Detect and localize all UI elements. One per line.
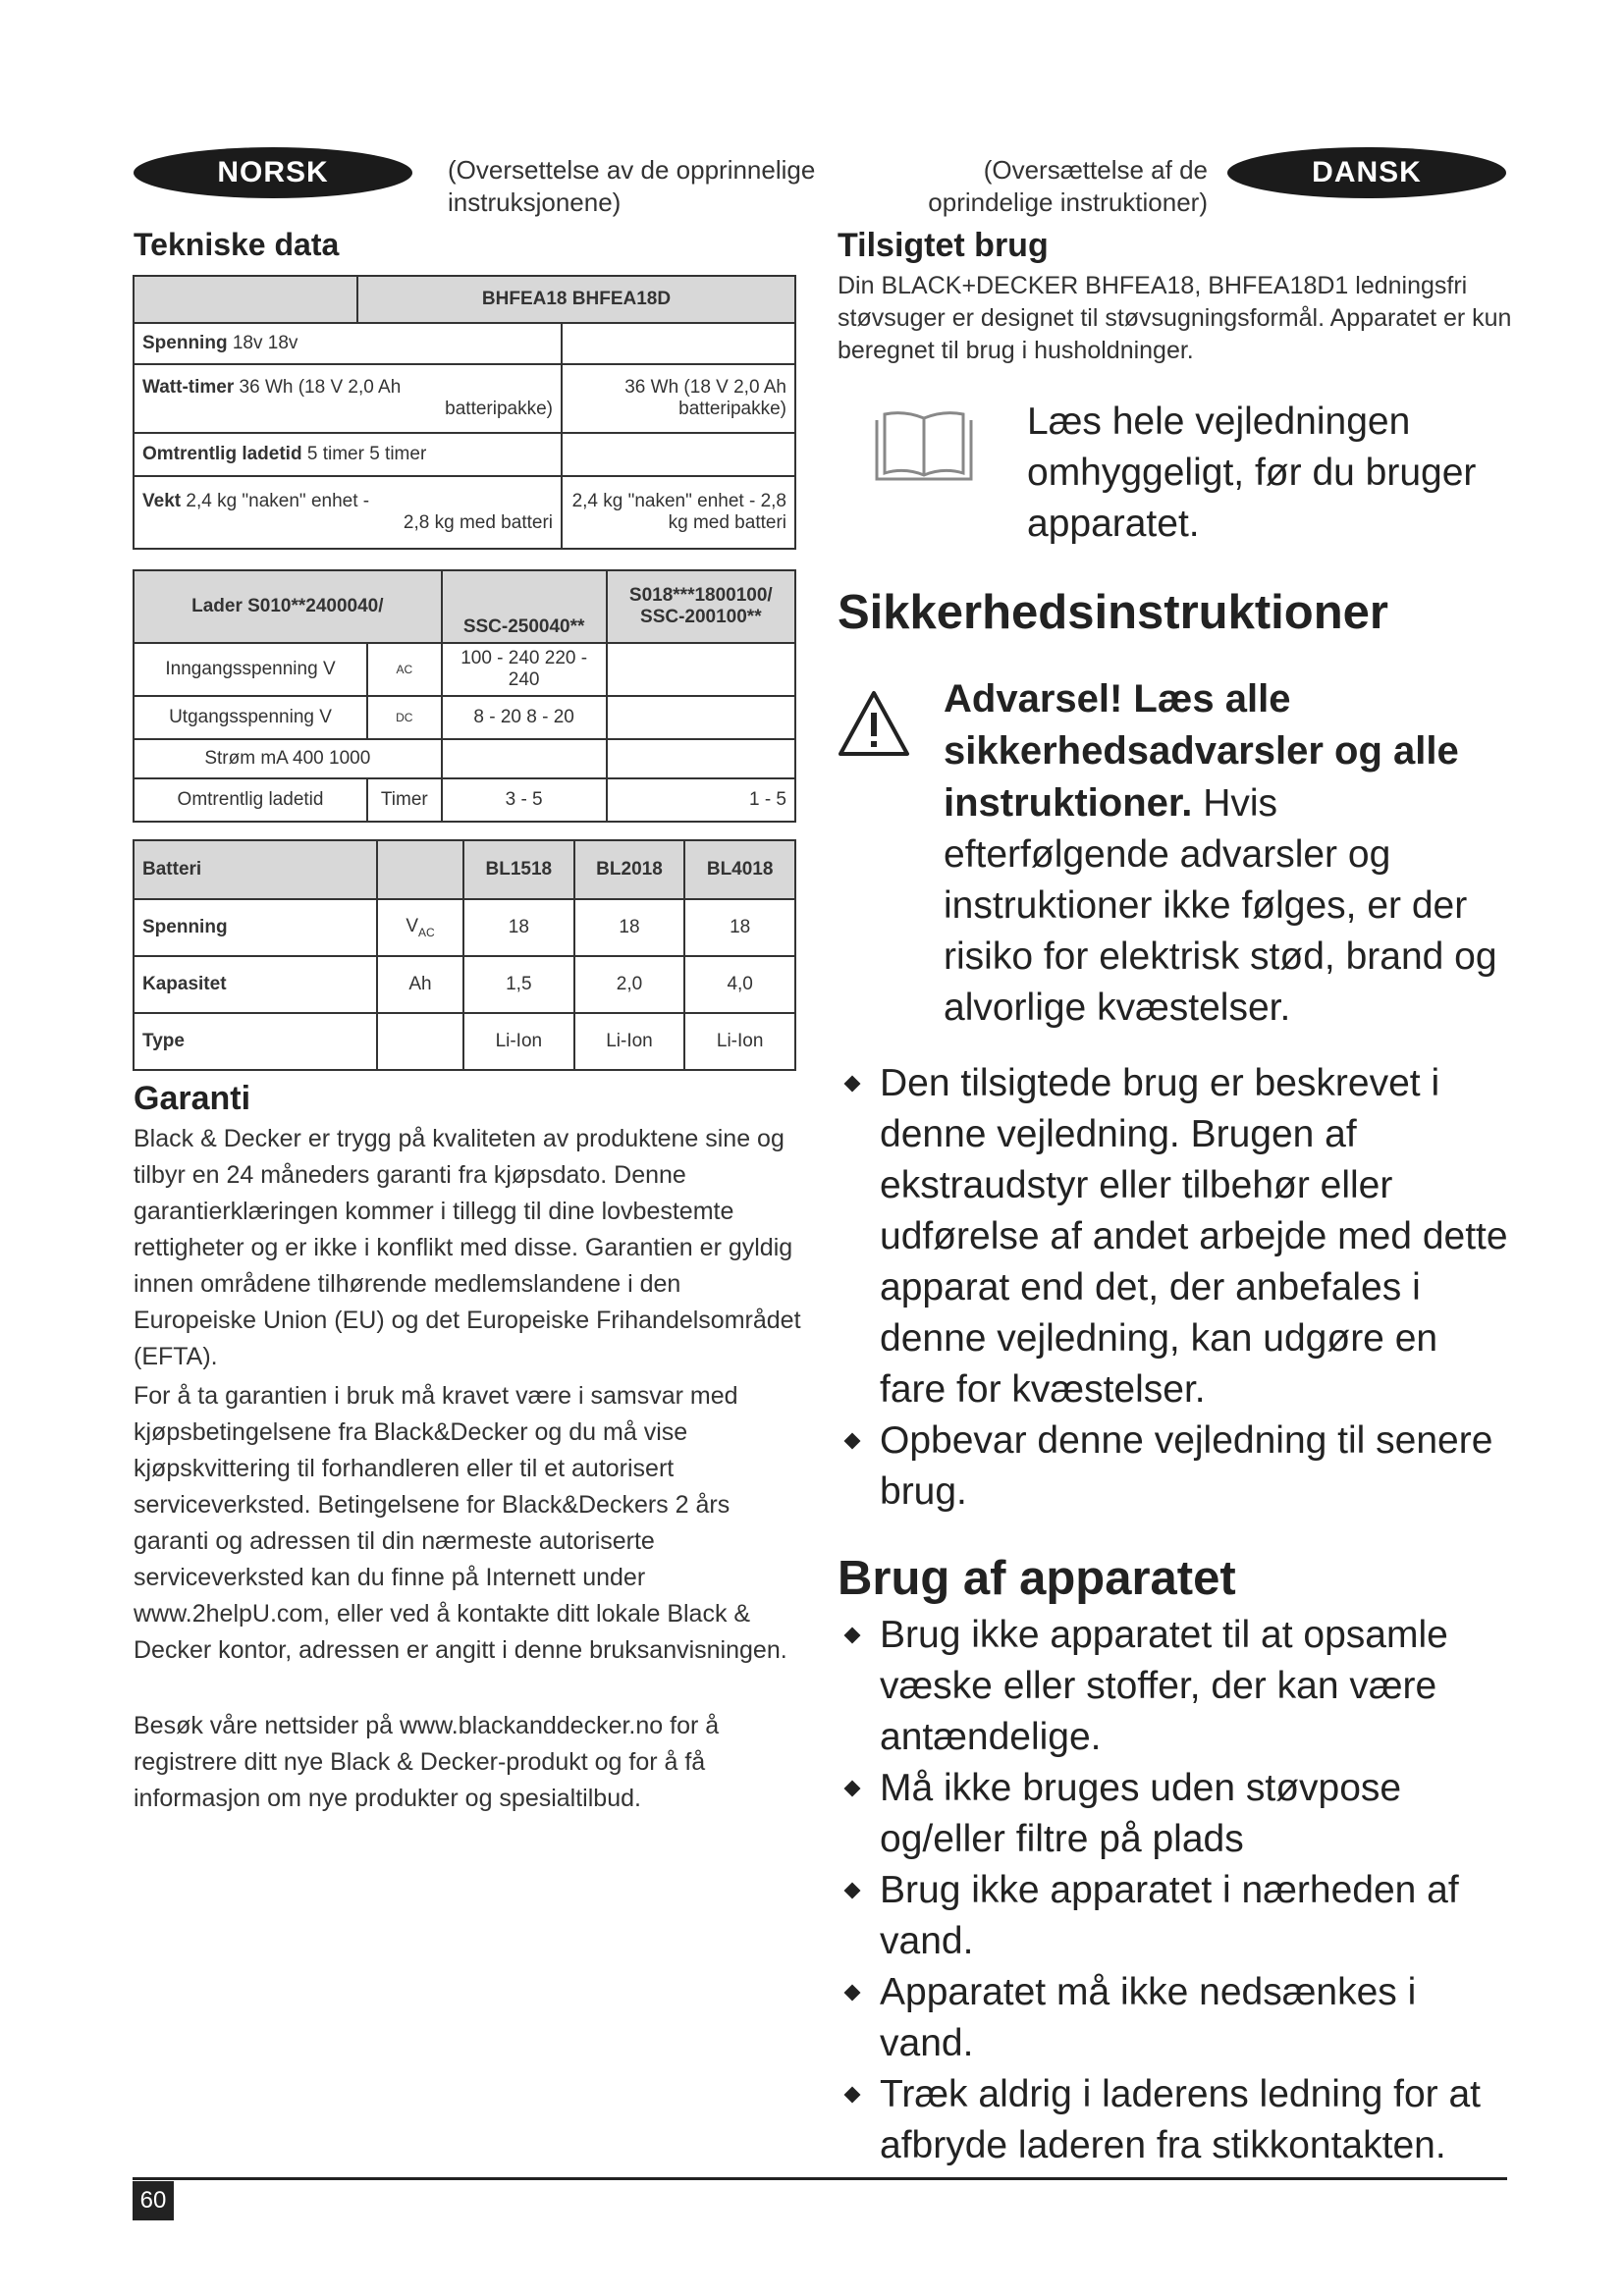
row-value: 8 - 20 8 - 20	[442, 696, 607, 739]
page-number: 60	[133, 2181, 174, 2220]
row-value: Li-Ion	[463, 1013, 574, 1070]
row-label: Inngangsspenning V	[134, 643, 367, 696]
garanti-paragraph-1: Black & Decker er trygg på kvaliteten av produktene sine og tilbyr en 24 måneders garanti fra kjøpsdato. Denne garantierklæringen kommer i tillegg til dine lovbestemte rettigheter og er ikke i konflikt med disse. Garantien er gyldig innen områdene tilhørende medlemslandene i den Europeiske Union (EU) og det Europeiske Frihandelsområdet (EFTA).	[134, 1125, 801, 1370]
table3-header-5: BL4018	[684, 840, 795, 899]
table-row	[134, 899, 795, 956]
row-value-2	[607, 696, 795, 739]
bullet-icon	[844, 1985, 861, 2002]
row-value: 3 - 5	[442, 778, 607, 822]
row-label: Omtrentlig ladetid	[134, 778, 367, 822]
spec-table-product	[133, 275, 796, 550]
table-row	[134, 364, 795, 433]
warning-text	[944, 673, 1513, 1034]
row-unit: AC	[367, 643, 442, 696]
safety-heading: Sikkerhedsinstruktioner	[838, 586, 1388, 639]
row-col3: 2,4 kg "naken" enhet - 2,8 kg med batteri	[562, 476, 795, 549]
garanti-paragraph-3: Besøk våre nettsider på www.blackanddecker.no for å registrere ditt nye Black & Decker-produkt og for å få informasjon om nye produkter og spesialtilbud.	[134, 1712, 720, 1812]
row-label: Strøm mA 400 1000	[134, 739, 442, 778]
list-item: Må ikke bruges uden støvpose og/eller filtre på plads	[837, 1763, 1514, 1865]
row-value: Li-Ion	[684, 1013, 795, 1070]
row-label: Vekt	[142, 491, 182, 511]
table1-header: BHFEA18 BHFEA18D	[357, 276, 795, 323]
read-manual-note: Læs hele vejledningen omhyggeligt, før du bruger apparatet.	[1027, 400, 1477, 545]
row-label: Spenning	[142, 333, 228, 353]
table3-header-3: BL1518	[463, 840, 574, 899]
row-value: 2,4 kg "naken" enhet -	[186, 491, 370, 511]
language-badge-norsk: NORSK	[134, 147, 412, 198]
bullet-icon	[844, 1628, 861, 1644]
row-label: Utgangsspenning V	[134, 696, 367, 739]
translation-note-norsk: (Oversettelse av de opprinnelige instruksjonene)	[448, 155, 816, 217]
language-badge-dansk: DANSK	[1227, 147, 1506, 198]
table-row	[134, 323, 795, 364]
row-value: 18	[684, 899, 795, 956]
list-item: Brug ikke apparatet i nærheden af vand.	[837, 1865, 1514, 1967]
row-label: Kapasitet	[142, 974, 227, 994]
row-value: 1,5	[463, 956, 574, 1013]
row-col3	[562, 323, 795, 364]
bullet-icon	[844, 1781, 861, 1797]
row-label: Watt-timer	[142, 377, 235, 398]
table-row	[134, 696, 795, 739]
list-item: Apparatet må ikke nedsænkes i vand.	[837, 1967, 1514, 2069]
table3-header-1: Batteri	[134, 840, 377, 899]
row-label: Spenning	[142, 917, 228, 937]
intended-use-heading: Tilsigtet brug	[838, 227, 1049, 264]
table2-header-2: SSC-250040**	[442, 570, 607, 643]
list-item: Træk aldrig i laderens ledning for at afbryde laderen fra stikkontakten.	[837, 2069, 1514, 2171]
row-unit: DC	[367, 696, 442, 739]
warning-rest: Hvis efterfølgende advarsler og instruktioner ikke følges, er der risiko for elektrisk stød, brand og alvorlige kvæstelser.	[944, 782, 1497, 1029]
row-col2: batteripakke)	[445, 399, 553, 419]
bullet-icon	[844, 1076, 861, 1093]
row-label: Type	[142, 1031, 185, 1051]
row-value: 18	[574, 899, 685, 956]
row-value: 18v 18v	[232, 333, 298, 353]
row-value: 100 - 240 220 - 240	[442, 643, 607, 696]
row-label: Omtrentlig ladetid	[142, 444, 302, 464]
footer-rule	[133, 2177, 1507, 2180]
row-value-2	[607, 643, 795, 696]
row-value: 5 timer 5 timer	[306, 444, 427, 464]
bullet-icon	[844, 2087, 861, 2104]
table-row	[134, 1013, 795, 1070]
row-unit: Timer	[367, 778, 442, 822]
warning-icon	[837, 689, 911, 758]
row-value-2	[607, 739, 795, 778]
bullet-icon	[844, 1433, 861, 1450]
use-heading: Brug af apparatet	[838, 1552, 1236, 1605]
row-value	[442, 739, 607, 778]
warning-bold: Advarsel! Læs alle sikkerhedsadvarsler og alle instruktioner.	[944, 677, 1459, 825]
spec-table-charger	[133, 569, 796, 823]
book-icon	[869, 410, 979, 487]
row-value: 2,0	[574, 956, 685, 1013]
row-unit: Ah	[377, 956, 463, 1013]
garanti-heading: Garanti	[134, 1080, 251, 1117]
table-row	[134, 476, 795, 549]
list-item: Brug ikke apparatet til at opsamle væske eller stoffer, der kan være antændelige.	[837, 1610, 1514, 1763]
row-col3	[562, 433, 795, 476]
row-unit-sub: AC	[418, 925, 435, 939]
spec-table-battery	[133, 839, 796, 1071]
table2-header-3: S018***1800100/ SSC-200100**	[607, 570, 795, 643]
row-value: 36 Wh (18 V 2,0 Ah	[239, 377, 402, 398]
tech-data-heading: Tekniske data	[134, 227, 340, 262]
row-unit: V	[406, 916, 418, 937]
row-col3: 36 Wh (18 V 2,0 Ah batteripakke)	[562, 364, 795, 433]
table2-header-1: Lader S010**2400040/	[134, 570, 442, 643]
bullet-list-use	[837, 1610, 1514, 2171]
row-value: Li-Ion	[574, 1013, 685, 1070]
table-row	[134, 739, 795, 778]
row-value: 4,0	[684, 956, 795, 1013]
list-item: Den tilsigtede brug er beskrevet i denne vejledning. Brugen af ekstraudstyr eller tilbehør eller udførelse af andet arbejde med dette apparat end det, der anbefales i denne vejledning, kan udgøre en fare for kvæstelser.	[837, 1058, 1514, 1415]
table-row	[134, 643, 795, 696]
row-value-2: 1 - 5	[607, 778, 795, 822]
table3-header-4: BL2018	[574, 840, 685, 899]
intended-use-text: Din BLACK+DECKER BHFEA18, BHFEA18D1 ledningsfri støvsuger er designet til støvsugningsformål. Apparatet er kun beregnet til brug i husholdninger.	[838, 272, 1512, 364]
table-row	[134, 433, 795, 476]
table3-header-2	[377, 840, 463, 899]
bullet-list-intended	[837, 1058, 1514, 1518]
row-unit	[377, 1013, 463, 1070]
list-item: Opbevar denne vejledning til senere brug.	[837, 1415, 1514, 1518]
table-row	[134, 778, 795, 822]
row-col2: 2,8 kg med batteri	[403, 512, 553, 533]
row-value: 18	[463, 899, 574, 956]
translation-note-dansk: (Oversættelse af de oprindelige instruktioner)	[928, 155, 1208, 217]
garanti-paragraph-2: For å ta garantien i bruk må kravet være i samsvar med kjøpsbetingelsene fra Black&Decker og du må vise kjøpskvittering til forhandleren eller til et autorisert serviceverksted. Betingelsene for Black&Deckers 2 års garanti og adressen til din nærmeste autoriserte serviceverksted kan du finne på Internett under www.2helpU.com, eller ved å kontakte ditt lokale Black & Decker kontor, adressen er angitt i denne bruksanvisningen.	[134, 1382, 787, 1664]
bullet-icon	[844, 1883, 861, 1899]
table-row	[134, 956, 795, 1013]
